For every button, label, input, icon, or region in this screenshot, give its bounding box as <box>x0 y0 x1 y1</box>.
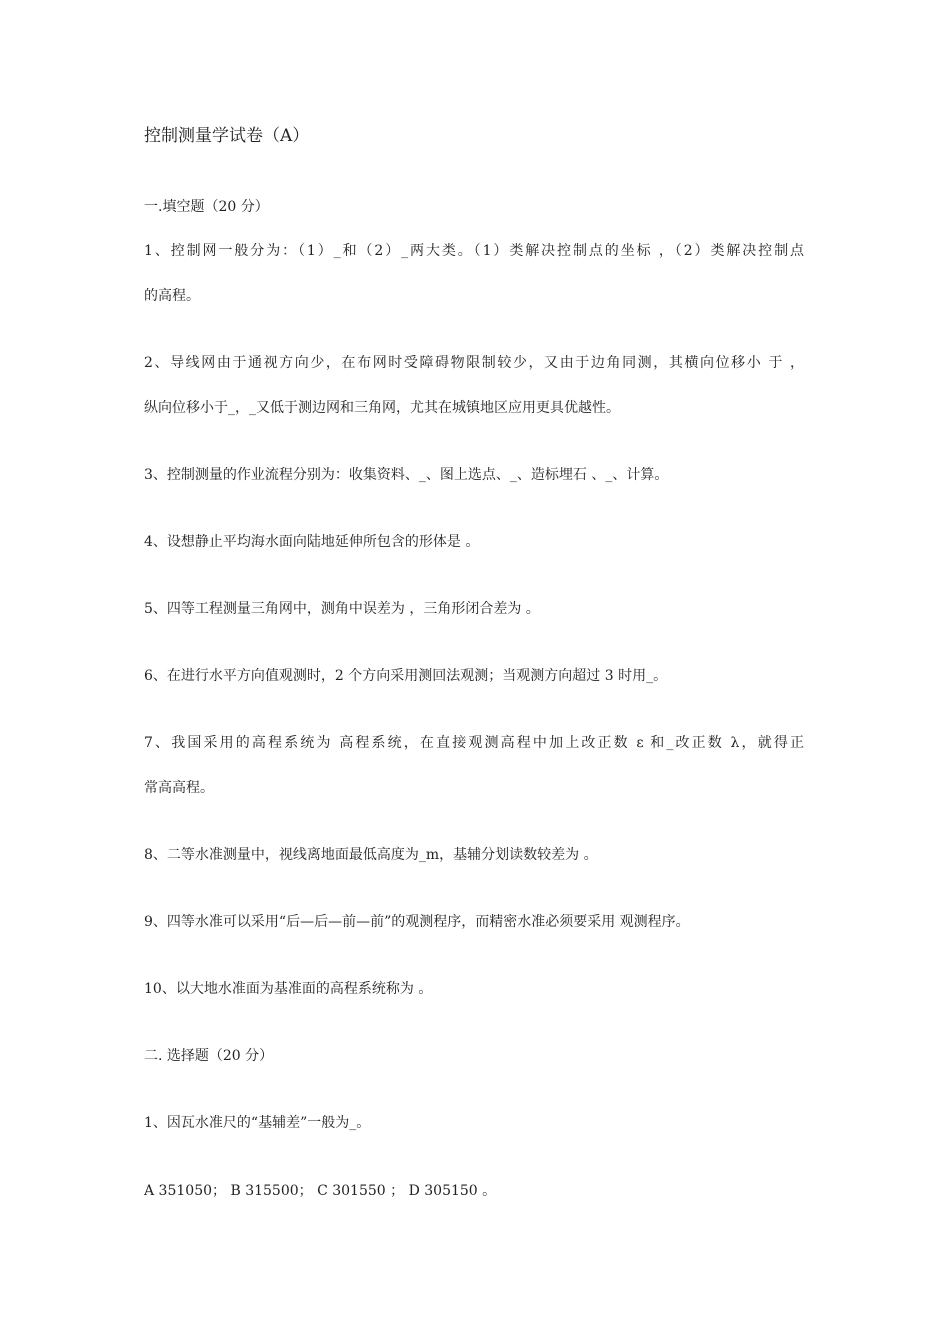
question-2-line-1: 2、导线网由于通视方向少，在布网时受障碍物限制较少，又由于边角同测，其横向位移小 于 ， <box>144 355 804 371</box>
question-7-line-2: 常高高程。 <box>144 780 214 796</box>
question-1-line-1: 1、控制网一般分为：（1）_和（2）_两大类。（1）类解决控制点的坐标 ，（2）类解决控制点 <box>144 243 804 259</box>
question-4: 4、设想静止平均海水面向陆地延伸所包含的形体是 。 <box>144 534 480 550</box>
question-2-line-2: 纵向位移小于_，_又低于测边网和三角网，尤其在城镇地区应用更具优越性。 <box>144 400 620 416</box>
choice-question-1-options: A 351050； B 315500； C 301550 ； D 305150 。 <box>144 1183 497 1199</box>
section-2-heading: 二. 选择题（20 分） <box>144 1048 274 1064</box>
question-7-line-1: 7、我国采用的高程系统为 高程系统，在直接观测高程中加上改正数 ε 和_改正数 λ，就得正 <box>144 735 804 751</box>
section-1-heading: 一.填空题（20 分） <box>144 199 269 215</box>
exam-title: 控制测量学试卷（A） <box>144 126 310 146</box>
choice-question-1: 1、因瓦水准尺的“基辅差”一般为_。 <box>144 1115 371 1131</box>
question-1-line-2: 的高程。 <box>144 288 200 304</box>
question-5: 5、四等工程测量三角网中，测角中误差为 ，三角形闭合差为 。 <box>144 601 540 617</box>
question-6: 6、在进行水平方向值观测时，2 个方向采用测回法观测；当观测方向超过 3 时用_。 <box>144 668 668 684</box>
question-9: 9、四等水准可以采用“后—后—前—前”的观测程序，而精密水准必须要采用 观测程序。 <box>144 914 690 930</box>
question-10: 10、以大地水准面为基准面的高程系统称为 。 <box>144 981 433 997</box>
question-8: 8、二等水准测量中，视线离地面最低高度为_m，基辅分划读数较差为 。 <box>144 847 598 863</box>
question-3: 3、控制测量的作业流程分别为：收集资料、_、图上选点、_、造标埋石 、_、计算。 <box>144 467 669 483</box>
